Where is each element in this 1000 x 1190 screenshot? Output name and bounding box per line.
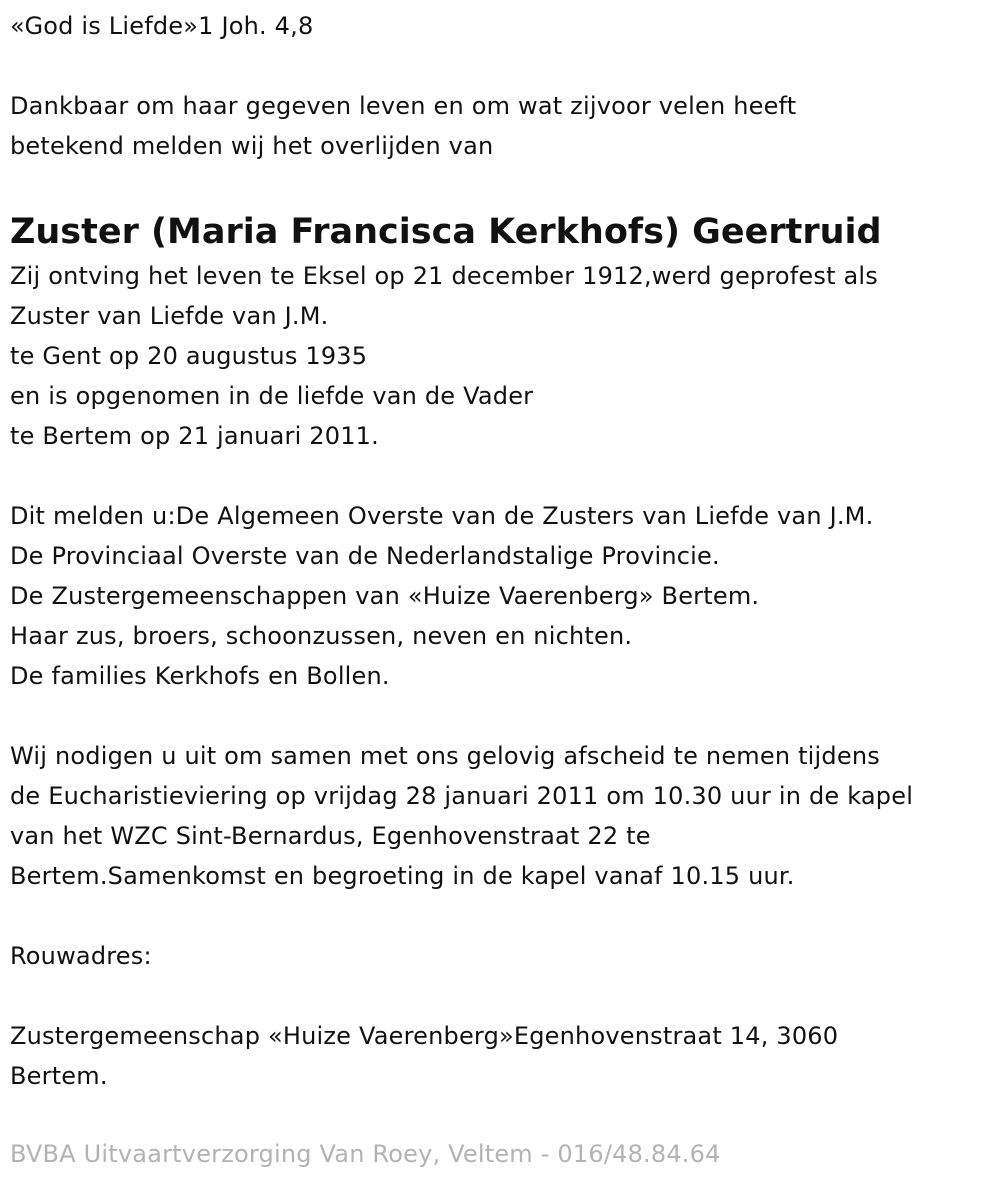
address-line-2: Bertem. [10,1062,108,1090]
deceased-name: Zuster (Maria Francisca Kerkhofs) Geertruid [10,212,882,252]
spacer [10,166,990,208]
spacer [10,896,990,936]
bio-line-1: Zij ontving het leven te Eksel op 21 december 1912,werd geprofest als [10,262,879,290]
ceremony-line-1: Wij nodigen u uit om samen met ons gelovig afscheid te nemen tijdens [10,742,880,770]
intro-line-2: betekend melden wij het overlijden van [10,132,494,160]
funeral-director-footer: BVBA Uitvaartverzorging Van Roey, Veltem - 016/48.84.64 [10,1140,721,1168]
announcer-line-5: De families Kerkhofs en Bollen. [10,662,390,690]
spacer [10,696,990,736]
announcer-line-4: Haar zus, broers, schoonzussen, neven en nichten. [10,622,633,650]
announcer-line-3: De Zustergemeenschappen van «Huize Vaerenberg» Bertem. [10,582,760,610]
spacer [10,46,990,86]
bio-line-5: te Bertem op 21 januari 2011. [10,422,379,450]
announcer-line-2: De Provinciaal Overste van de Nederlandstalige Provincie. [10,542,720,570]
intro-line-1: Dankbaar om haar gegeven leven en om wat zijvoor velen heeft [10,92,797,120]
bio-line-2: Zuster van Liefde van J.M. [10,302,329,330]
spacer [10,456,990,496]
bio-line-4: en is opgenomen in de liefde van de Vader [10,382,534,410]
address-line-1: Zustergemeenschap «Huize Vaerenberg»Egenhovenstraat 14, 3060 [10,1022,839,1050]
bible-quote: «God is Liefde»1 Joh. 4,8 [10,12,314,40]
address-label: Rouwadres: [10,942,152,970]
ceremony-line-4: Bertem.Samenkomst en begroeting in de kapel vanaf 10.15 uur. [10,862,795,890]
ceremony-line-2: de Eucharistieviering op vrijdag 28 januari 2011 om 10.30 uur in de kapel [10,782,914,810]
ceremony-line-3: van het WZC Sint-Bernardus, Egenhovenstraat 22 te [10,822,651,850]
bio-line-3: te Gent op 20 augustus 1935 [10,342,368,370]
spacer [10,976,990,1016]
announcer-line-1: Dit melden u:De Algemeen Overste van de Zusters van Liefde van J.M. [10,502,874,530]
